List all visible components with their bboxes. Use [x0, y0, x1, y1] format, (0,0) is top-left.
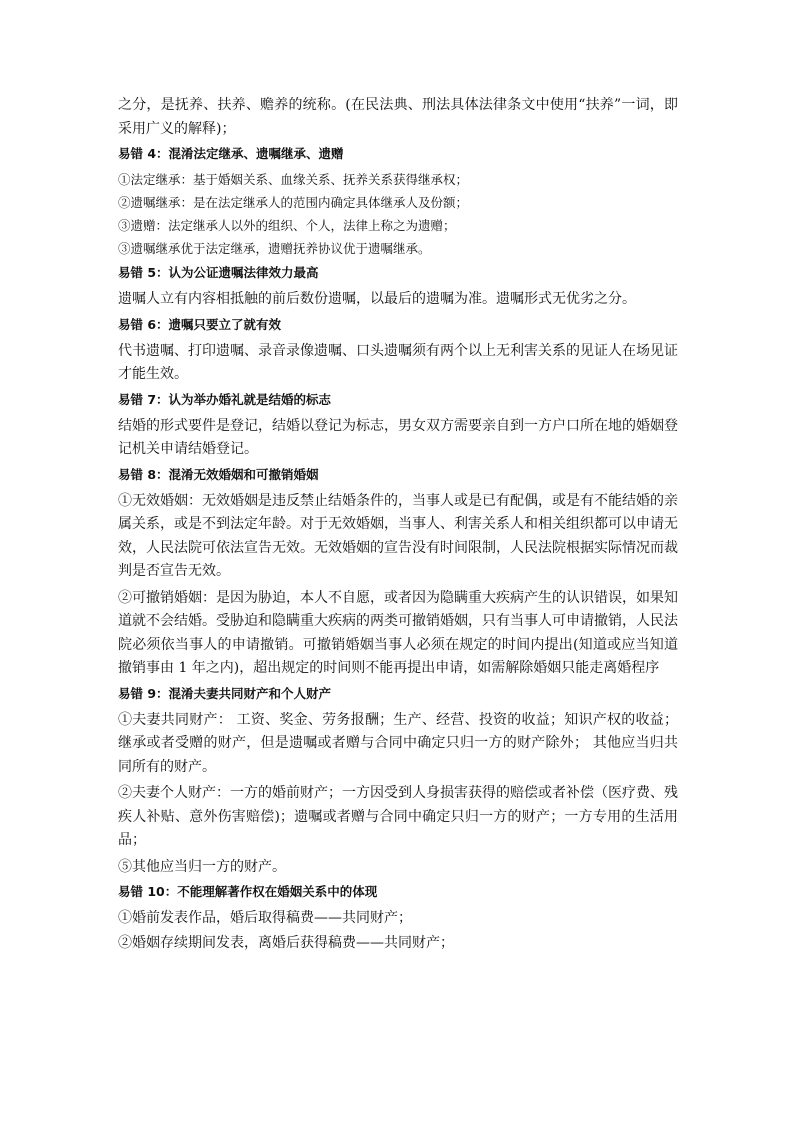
list-item-bequest: ③遗赠：法定继承人以外的组织、个人，法律上称之为遗赠； [118, 218, 456, 233]
list-item-testamentary-inheritance: ②遗嘱继承：是在法定继承人的范围内确定具体继承人及份额； [118, 195, 469, 210]
heading-error-4: 易错 4：混淆法定继承、遗嘱继承、遗赠 [118, 146, 344, 161]
heading-error-5: 易错 5：认为公证遗嘱法律效力最高 [118, 265, 319, 280]
list-item-marital-work: ②婚姻存续期间发表，离婚后获得稿费——共同财产； [118, 934, 454, 951]
heading-error-6: 易错 6：遗嘱只要立了就有效 [118, 316, 282, 332]
list-item-statutory-inheritance: ①法定继承：基于婚姻关系、血缘关系、抚养关系获得继承权； [118, 172, 469, 187]
heading-error-7: 易错 7：认为举办婚礼就是结婚的标志 [118, 391, 332, 407]
paragraph-support-definition: 之分，是抚养、扶养、赡养的统称。(在民法典、刑法具体法律条文中使用“扶养”一词，即采用广义的解释)； [118, 97, 678, 137]
document-page [118, 94, 678, 956]
paragraph-will-witnesses: 代书遗嘱、打印遗嘱、录音录像遗嘱、口头遗嘱须有两个以上无利害关系的见证人在场见证才能生效。 [118, 342, 678, 382]
paragraph-voidable-marriage: ②可撤销婚姻：是因为胁迫，本人不自愿，或者因为隐瞒重大疾病产生的认识错误，如果知道就不会结婚。受胁迫和隐瞒重大疾病的两类可撤销婚姻，只有当事人可申请撤销，人民法院必须依当事人的申请撤销。可撤销婚姻当事人必须在规定的时间内提出(知道或应当知道撤销事由 1 年之内)，超出规定的时间则不能再提出申请，如需解除婚姻只能走离婚程序 [118, 589, 678, 676]
list-item-priority: ③遗嘱继承优于法定继承，遗赠抚养协议优于遗嘱继承。 [118, 241, 431, 256]
paragraph-personal-property: ②夫妻个人财产：一方的婚前财产；一方因受到人身损害获得的赔偿或者补偿（医疗费、残疾人补贴、意外伤害赔偿)；遗嘱或者赠与合同中确定只归一方的财产；一方专用的生活用品； [118, 785, 678, 848]
paragraph-other-property: ⑤其他应当归一方的财产。 [118, 858, 286, 875]
paragraph-latest-will: 遗嘱人立有内容相抵触的前后数份遗嘱，以最后的遗嘱为准。遗嘱形式无优劣之分。 [118, 291, 636, 307]
paragraph-joint-property: ①夫妻共同财产： 工资、奖金、劳务报酬；生产、经营、投资的收益；知识产权的收益；继承或者受赠的财产，但是遗嘱或者赠与合同中确定只归一方的财产除外； 其他应当归共同所有的财产。 [118, 711, 678, 775]
list-item-premarital-work: ①婚前发表作品，婚后取得稿费——共同财产； [118, 910, 412, 926]
heading-error-9: 易错 9：混淆夫妻共同财产和个人财产 [118, 685, 332, 701]
heading-error-8: 易错 8：混淆无效婚姻和可撤销婚姻 [118, 466, 319, 482]
paragraph-marriage-registration: 结婚的形式要件是登记，结婚以登记为标志，男女双方需要亲自到一方户口所在地的婚姻登记机关申请结婚登记。 [118, 417, 678, 457]
heading-error-10: 易错 10：不能理解著作权在婚姻关系中的体现 [118, 884, 378, 899]
paragraph-void-marriage: ①无效婚姻：无效婚姻是违反禁止结婚条件的，当事人或是已有配偶，或是有不能结婚的亲属关系，或是不到法定年龄。对于无效婚姻，当事人、利害关系人和相关组织都可以申请无效，人民法院可依法宣告无效。无效婚姻的宣告没有时间限制，人民法院根据实际情况而裁判是否宣告无效。 [118, 492, 678, 579]
